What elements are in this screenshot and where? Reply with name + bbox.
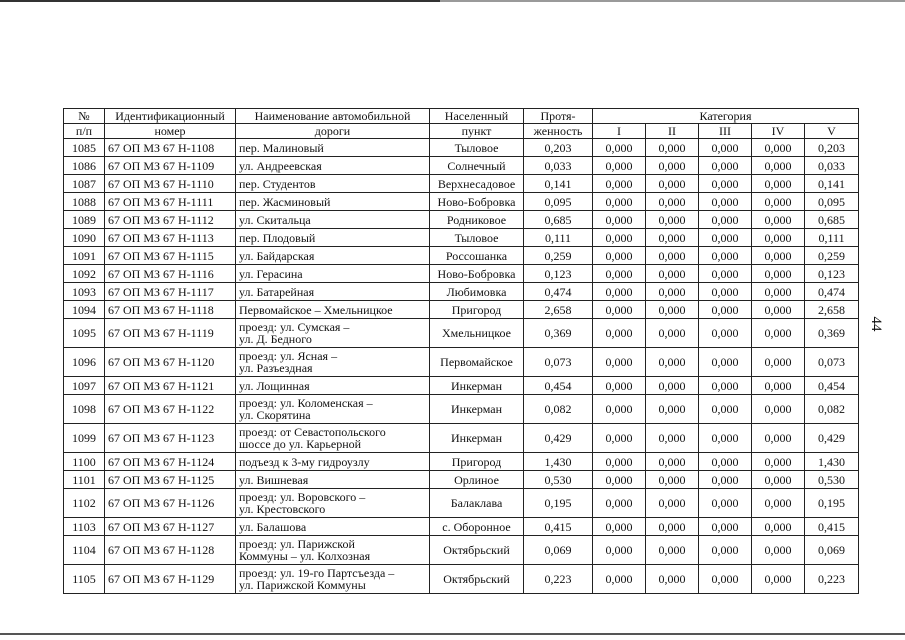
road-name: ул. Байдарская bbox=[236, 247, 430, 265]
road-id: 67 ОП МЗ 67 Н-1120 bbox=[105, 348, 236, 377]
road-name-line: проезд: ул. Коломенская – bbox=[239, 396, 373, 410]
road-name-line: проезд: от Севастопольского bbox=[239, 425, 386, 439]
category-iv-value: 0,000 bbox=[752, 301, 805, 319]
category-ii-value: 0,000 bbox=[646, 424, 699, 453]
category-v-value: 0,073 bbox=[805, 348, 859, 377]
category-iv-value: 0,000 bbox=[752, 395, 805, 424]
road-id: 67 ОП МЗ 67 Н-1111 bbox=[105, 193, 236, 211]
road-name: пер. Малиновый bbox=[236, 139, 430, 157]
category-iii-value: 0,000 bbox=[699, 211, 752, 229]
road-id: 67 ОП МЗ 67 Н-1124 bbox=[105, 453, 236, 471]
settlement: Любимовка bbox=[430, 283, 524, 301]
settlement: Пригород bbox=[430, 453, 524, 471]
table-row bbox=[64, 139, 859, 157]
category-iv-value: 0,000 bbox=[752, 489, 805, 518]
category-v-value: 0,123 bbox=[805, 265, 859, 283]
category-ii-value: 0,000 bbox=[646, 536, 699, 565]
category-iv-value: 0,000 bbox=[752, 348, 805, 377]
category-v-value: 0,141 bbox=[805, 175, 859, 193]
row-number: 1102 bbox=[64, 489, 105, 518]
header-place: Населенный bbox=[430, 109, 524, 124]
category-v-value: 0,415 bbox=[805, 518, 859, 536]
road-length: 0,203 bbox=[524, 139, 593, 157]
category-iv-value: 0,000 bbox=[752, 424, 805, 453]
road-length: 0,429 bbox=[524, 424, 593, 453]
settlement: Тыловое bbox=[430, 139, 524, 157]
header-cat-ii: II bbox=[646, 124, 699, 139]
road-length: 0,082 bbox=[524, 395, 593, 424]
category-i-value: 0,000 bbox=[593, 229, 646, 247]
road-name bbox=[236, 395, 430, 424]
settlement: Инкерман bbox=[430, 377, 524, 395]
category-i-value: 0,000 bbox=[593, 283, 646, 301]
category-ii-value: 0,000 bbox=[646, 283, 699, 301]
category-i-value: 0,000 bbox=[593, 175, 646, 193]
road-length: 0,033 bbox=[524, 157, 593, 175]
table-row bbox=[64, 157, 859, 175]
road-length: 2,658 bbox=[524, 301, 593, 319]
category-ii-value: 0,000 bbox=[646, 139, 699, 157]
table-row bbox=[64, 536, 859, 565]
settlement: Октябрьский bbox=[430, 536, 524, 565]
header-cat-iv: IV bbox=[752, 124, 805, 139]
road-id: 67 ОП МЗ 67 Н-1119 bbox=[105, 319, 236, 348]
category-i-value: 0,000 bbox=[593, 471, 646, 489]
category-i-value: 0,000 bbox=[593, 453, 646, 471]
road-length: 0,141 bbox=[524, 175, 593, 193]
category-v-value: 0,195 bbox=[805, 489, 859, 518]
category-v-value: 1,430 bbox=[805, 453, 859, 471]
road-name: ул. Лощинная bbox=[236, 377, 430, 395]
category-iv-value: 0,000 bbox=[752, 518, 805, 536]
header-cat-iii: III bbox=[699, 124, 752, 139]
road-name-line: проезд: ул. Ясная – bbox=[239, 349, 338, 363]
road-name: ул. Батарейная bbox=[236, 283, 430, 301]
row-number: 1097 bbox=[64, 377, 105, 395]
category-i-value: 0,000 bbox=[593, 395, 646, 424]
category-i-value: 0,000 bbox=[593, 518, 646, 536]
row-number: 1105 bbox=[64, 565, 105, 594]
road-id: 67 ОП МЗ 67 Н-1125 bbox=[105, 471, 236, 489]
road-name bbox=[236, 319, 430, 348]
settlement: Первомайское bbox=[430, 348, 524, 377]
road-name bbox=[236, 348, 430, 377]
page-number: 44 bbox=[868, 316, 884, 332]
road-name: Первомайское – Хмельницкое bbox=[236, 301, 430, 319]
category-v-value: 0,223 bbox=[805, 565, 859, 594]
category-iv-value: 0,000 bbox=[752, 139, 805, 157]
row-number: 1098 bbox=[64, 395, 105, 424]
road-id: 67 ОП МЗ 67 Н-1123 bbox=[105, 424, 236, 453]
category-ii-value: 0,000 bbox=[646, 229, 699, 247]
category-i-value: 0,000 bbox=[593, 139, 646, 157]
row-number: 1093 bbox=[64, 283, 105, 301]
road-length: 0,259 bbox=[524, 247, 593, 265]
road-length: 0,530 bbox=[524, 471, 593, 489]
category-iv-value: 0,000 bbox=[752, 247, 805, 265]
road-id: 67 ОП МЗ 67 Н-1127 bbox=[105, 518, 236, 536]
category-iii-value: 0,000 bbox=[699, 175, 752, 193]
category-i-value: 0,000 bbox=[593, 247, 646, 265]
category-i-value: 0,000 bbox=[593, 265, 646, 283]
category-iii-value: 0,000 bbox=[699, 283, 752, 301]
category-i-value: 0,000 bbox=[593, 536, 646, 565]
row-number: 1095 bbox=[64, 319, 105, 348]
header-cat-i: I bbox=[593, 124, 646, 139]
settlement: Верхнесадовое bbox=[430, 175, 524, 193]
header-place-sub: пункт bbox=[430, 124, 524, 139]
road-length: 0,195 bbox=[524, 489, 593, 518]
category-i-value: 0,000 bbox=[593, 377, 646, 395]
row-number: 1104 bbox=[64, 536, 105, 565]
settlement: Октябрьский bbox=[430, 565, 524, 594]
table-row bbox=[64, 193, 859, 211]
settlement: Тыловое bbox=[430, 229, 524, 247]
settlement: Россошанка bbox=[430, 247, 524, 265]
row-number: 1091 bbox=[64, 247, 105, 265]
category-iv-value: 0,000 bbox=[752, 377, 805, 395]
road-id: 67 ОП МЗ 67 Н-1113 bbox=[105, 229, 236, 247]
table-row bbox=[64, 319, 859, 348]
road-id: 67 ОП МЗ 67 Н-1129 bbox=[105, 565, 236, 594]
category-v-value: 0,069 bbox=[805, 536, 859, 565]
road-name bbox=[236, 489, 430, 518]
road-name-line: проезд: ул. Парижской bbox=[239, 537, 355, 551]
road-id: 67 ОП МЗ 67 Н-1126 bbox=[105, 489, 236, 518]
table-row bbox=[64, 471, 859, 489]
category-i-value: 0,000 bbox=[593, 489, 646, 518]
road-name-line: ул. Крестовского bbox=[239, 502, 326, 516]
category-iii-value: 0,000 bbox=[699, 319, 752, 348]
category-ii-value: 0,000 bbox=[646, 565, 699, 594]
category-v-value: 0,095 bbox=[805, 193, 859, 211]
road-id: 67 ОП МЗ 67 Н-1115 bbox=[105, 247, 236, 265]
road-name: пер. Студентов bbox=[236, 175, 430, 193]
settlement: Хмельницкое bbox=[430, 319, 524, 348]
category-ii-value: 0,000 bbox=[646, 301, 699, 319]
settlement: Инкерман bbox=[430, 395, 524, 424]
category-v-value: 0,033 bbox=[805, 157, 859, 175]
category-i-value: 0,000 bbox=[593, 319, 646, 348]
road-name: пер. Жасминовый bbox=[236, 193, 430, 211]
road-name bbox=[236, 536, 430, 565]
road-name: ул. Балашова bbox=[236, 518, 430, 536]
category-iii-value: 0,000 bbox=[699, 395, 752, 424]
category-ii-value: 0,000 bbox=[646, 471, 699, 489]
road-name-line: шоссе до ул. Карьерной bbox=[239, 437, 362, 451]
category-iii-value: 0,000 bbox=[699, 193, 752, 211]
table-row bbox=[64, 377, 859, 395]
table-row bbox=[64, 424, 859, 453]
road-id: 67 ОП МЗ 67 Н-1116 bbox=[105, 265, 236, 283]
road-length: 0,111 bbox=[524, 229, 593, 247]
category-i-value: 0,000 bbox=[593, 211, 646, 229]
settlement: Родниковое bbox=[430, 211, 524, 229]
table-row bbox=[64, 211, 859, 229]
category-v-value: 0,474 bbox=[805, 283, 859, 301]
table-row bbox=[64, 489, 859, 518]
road-name-line: ул. Д. Бедного bbox=[239, 332, 312, 346]
category-v-value: 2,658 bbox=[805, 301, 859, 319]
header-num-sub: п/п bbox=[64, 124, 105, 139]
road-id: 67 ОП МЗ 67 Н-1117 bbox=[105, 283, 236, 301]
road-id: 67 ОП МЗ 67 Н-1108 bbox=[105, 139, 236, 157]
road-name-line: ул. Разъездная bbox=[239, 361, 313, 375]
settlement: Инкерман bbox=[430, 424, 524, 453]
category-iii-value: 0,000 bbox=[699, 565, 752, 594]
row-number: 1101 bbox=[64, 471, 105, 489]
row-number: 1100 bbox=[64, 453, 105, 471]
table-row bbox=[64, 175, 859, 193]
settlement: с. Оборонное bbox=[430, 518, 524, 536]
category-i-value: 0,000 bbox=[593, 157, 646, 175]
road-name: ул. Вишневая bbox=[236, 471, 430, 489]
category-i-value: 0,000 bbox=[593, 193, 646, 211]
category-iv-value: 0,000 bbox=[752, 453, 805, 471]
category-v-value: 0,454 bbox=[805, 377, 859, 395]
category-iii-value: 0,000 bbox=[699, 247, 752, 265]
road-name bbox=[236, 424, 430, 453]
category-ii-value: 0,000 bbox=[646, 377, 699, 395]
road-id: 67 ОП МЗ 67 Н-1121 bbox=[105, 377, 236, 395]
category-ii-value: 0,000 bbox=[646, 319, 699, 348]
header-cat-v: V bbox=[805, 124, 859, 139]
header-length-sub: женность bbox=[524, 124, 593, 139]
road-id: 67 ОП МЗ 67 Н-1110 bbox=[105, 175, 236, 193]
road-name-line: ул. Скорятина bbox=[239, 408, 311, 422]
category-iv-value: 0,000 bbox=[752, 536, 805, 565]
road-length: 0,069 bbox=[524, 536, 593, 565]
category-iv-value: 0,000 bbox=[752, 193, 805, 211]
category-i-value: 0,000 bbox=[593, 348, 646, 377]
road-id: 67 ОП МЗ 67 Н-1112 bbox=[105, 211, 236, 229]
bottom-scan-rule bbox=[0, 633, 905, 635]
top-scan-rule bbox=[0, 0, 905, 2]
category-v-value: 0,111 bbox=[805, 229, 859, 247]
road-id: 67 ОП МЗ 67 Н-1128 bbox=[105, 536, 236, 565]
road-name: подъезд к 3-му гидроузлу bbox=[236, 453, 430, 471]
table-row bbox=[64, 395, 859, 424]
road-length: 0,369 bbox=[524, 319, 593, 348]
category-iv-value: 0,000 bbox=[752, 565, 805, 594]
category-iv-value: 0,000 bbox=[752, 283, 805, 301]
table-row bbox=[64, 247, 859, 265]
settlement: Пригород bbox=[430, 301, 524, 319]
row-number: 1096 bbox=[64, 348, 105, 377]
row-number: 1088 bbox=[64, 193, 105, 211]
category-iii-value: 0,000 bbox=[699, 229, 752, 247]
row-number: 1087 bbox=[64, 175, 105, 193]
table-row bbox=[64, 301, 859, 319]
road-length: 0,223 bbox=[524, 565, 593, 594]
category-ii-value: 0,000 bbox=[646, 453, 699, 471]
table-row bbox=[64, 518, 859, 536]
category-iii-value: 0,000 bbox=[699, 139, 752, 157]
header-road-name: Наименование автомобильной bbox=[236, 109, 430, 124]
category-i-value: 0,000 bbox=[593, 424, 646, 453]
category-iv-value: 0,000 bbox=[752, 157, 805, 175]
table-row bbox=[64, 265, 859, 283]
header-id: Идентификационный bbox=[105, 109, 236, 124]
category-iii-value: 0,000 bbox=[699, 157, 752, 175]
header-road-name-sub: дороги bbox=[236, 124, 430, 139]
category-iii-value: 0,000 bbox=[699, 518, 752, 536]
category-iv-value: 0,000 bbox=[752, 211, 805, 229]
road-name-line: проезд: ул. 19-го Партсъезда – bbox=[239, 566, 395, 580]
road-length: 0,474 bbox=[524, 283, 593, 301]
row-number: 1090 bbox=[64, 229, 105, 247]
category-iii-value: 0,000 bbox=[699, 536, 752, 565]
category-ii-value: 0,000 bbox=[646, 348, 699, 377]
road-name: ул. Герасина bbox=[236, 265, 430, 283]
road-length: 0,123 bbox=[524, 265, 593, 283]
road-name-line: проезд: ул. Сумская – bbox=[239, 320, 350, 334]
row-number: 1085 bbox=[64, 139, 105, 157]
road-length: 0,415 bbox=[524, 518, 593, 536]
road-name-line: ул. Парижской Коммуны bbox=[239, 578, 366, 592]
road-length: 0,454 bbox=[524, 377, 593, 395]
road-name-line: проезд: ул. Воровского – bbox=[239, 490, 366, 504]
category-iv-value: 0,000 bbox=[752, 175, 805, 193]
road-name: пер. Плодовый bbox=[236, 229, 430, 247]
row-number: 1094 bbox=[64, 301, 105, 319]
category-iii-value: 0,000 bbox=[699, 471, 752, 489]
category-iv-value: 0,000 bbox=[752, 471, 805, 489]
header-category: Категория bbox=[593, 109, 859, 124]
table-row bbox=[64, 348, 859, 377]
settlement: Ново-Бобровка bbox=[430, 265, 524, 283]
category-ii-value: 0,000 bbox=[646, 193, 699, 211]
header-length: Протя- bbox=[524, 109, 593, 124]
table-body bbox=[64, 139, 859, 594]
category-v-value: 0,369 bbox=[805, 319, 859, 348]
category-iii-value: 0,000 bbox=[699, 265, 752, 283]
road-length: 0,095 bbox=[524, 193, 593, 211]
category-i-value: 0,000 bbox=[593, 301, 646, 319]
category-iii-value: 0,000 bbox=[699, 377, 752, 395]
header-id-sub: номер bbox=[105, 124, 236, 139]
row-number: 1092 bbox=[64, 265, 105, 283]
road-name: ул. Андреевская bbox=[236, 157, 430, 175]
settlement: Солнечный bbox=[430, 157, 524, 175]
table-row bbox=[64, 283, 859, 301]
settlement: Балаклава bbox=[430, 489, 524, 518]
category-ii-value: 0,000 bbox=[646, 175, 699, 193]
road-name bbox=[236, 565, 430, 594]
category-v-value: 0,082 bbox=[805, 395, 859, 424]
row-number: 1086 bbox=[64, 157, 105, 175]
row-number: 1099 bbox=[64, 424, 105, 453]
category-ii-value: 0,000 bbox=[646, 489, 699, 518]
category-v-value: 0,429 bbox=[805, 424, 859, 453]
row-number: 1089 bbox=[64, 211, 105, 229]
category-iv-value: 0,000 bbox=[752, 229, 805, 247]
category-iii-value: 0,000 bbox=[699, 489, 752, 518]
category-v-value: 0,259 bbox=[805, 247, 859, 265]
settlement: Ново-Бобровка bbox=[430, 193, 524, 211]
road-length: 0,073 bbox=[524, 348, 593, 377]
category-iv-value: 0,000 bbox=[752, 265, 805, 283]
roads-table bbox=[63, 108, 859, 594]
road-length: 1,430 bbox=[524, 453, 593, 471]
category-ii-value: 0,000 bbox=[646, 157, 699, 175]
road-id: 67 ОП МЗ 67 Н-1122 bbox=[105, 395, 236, 424]
category-i-value: 0,000 bbox=[593, 565, 646, 594]
road-name: ул. Скитальца bbox=[236, 211, 430, 229]
category-ii-value: 0,000 bbox=[646, 265, 699, 283]
road-length: 0,685 bbox=[524, 211, 593, 229]
category-v-value: 0,530 bbox=[805, 471, 859, 489]
category-ii-value: 0,000 bbox=[646, 395, 699, 424]
category-v-value: 0,685 bbox=[805, 211, 859, 229]
road-id: 67 ОП МЗ 67 Н-1118 bbox=[105, 301, 236, 319]
category-iii-value: 0,000 bbox=[699, 424, 752, 453]
category-v-value: 0,203 bbox=[805, 139, 859, 157]
category-iv-value: 0,000 bbox=[752, 319, 805, 348]
category-iii-value: 0,000 bbox=[699, 301, 752, 319]
row-number: 1103 bbox=[64, 518, 105, 536]
table-row bbox=[64, 453, 859, 471]
road-id: 67 ОП МЗ 67 Н-1109 bbox=[105, 157, 236, 175]
table-row bbox=[64, 229, 859, 247]
category-iii-value: 0,000 bbox=[699, 348, 752, 377]
table-row bbox=[64, 565, 859, 594]
header-num: № bbox=[64, 109, 105, 124]
category-ii-value: 0,000 bbox=[646, 211, 699, 229]
category-ii-value: 0,000 bbox=[646, 518, 699, 536]
settlement: Орлиное bbox=[430, 471, 524, 489]
category-ii-value: 0,000 bbox=[646, 247, 699, 265]
road-name-line: Коммуны – ул. Колхозная bbox=[239, 549, 371, 563]
category-iii-value: 0,000 bbox=[699, 453, 752, 471]
